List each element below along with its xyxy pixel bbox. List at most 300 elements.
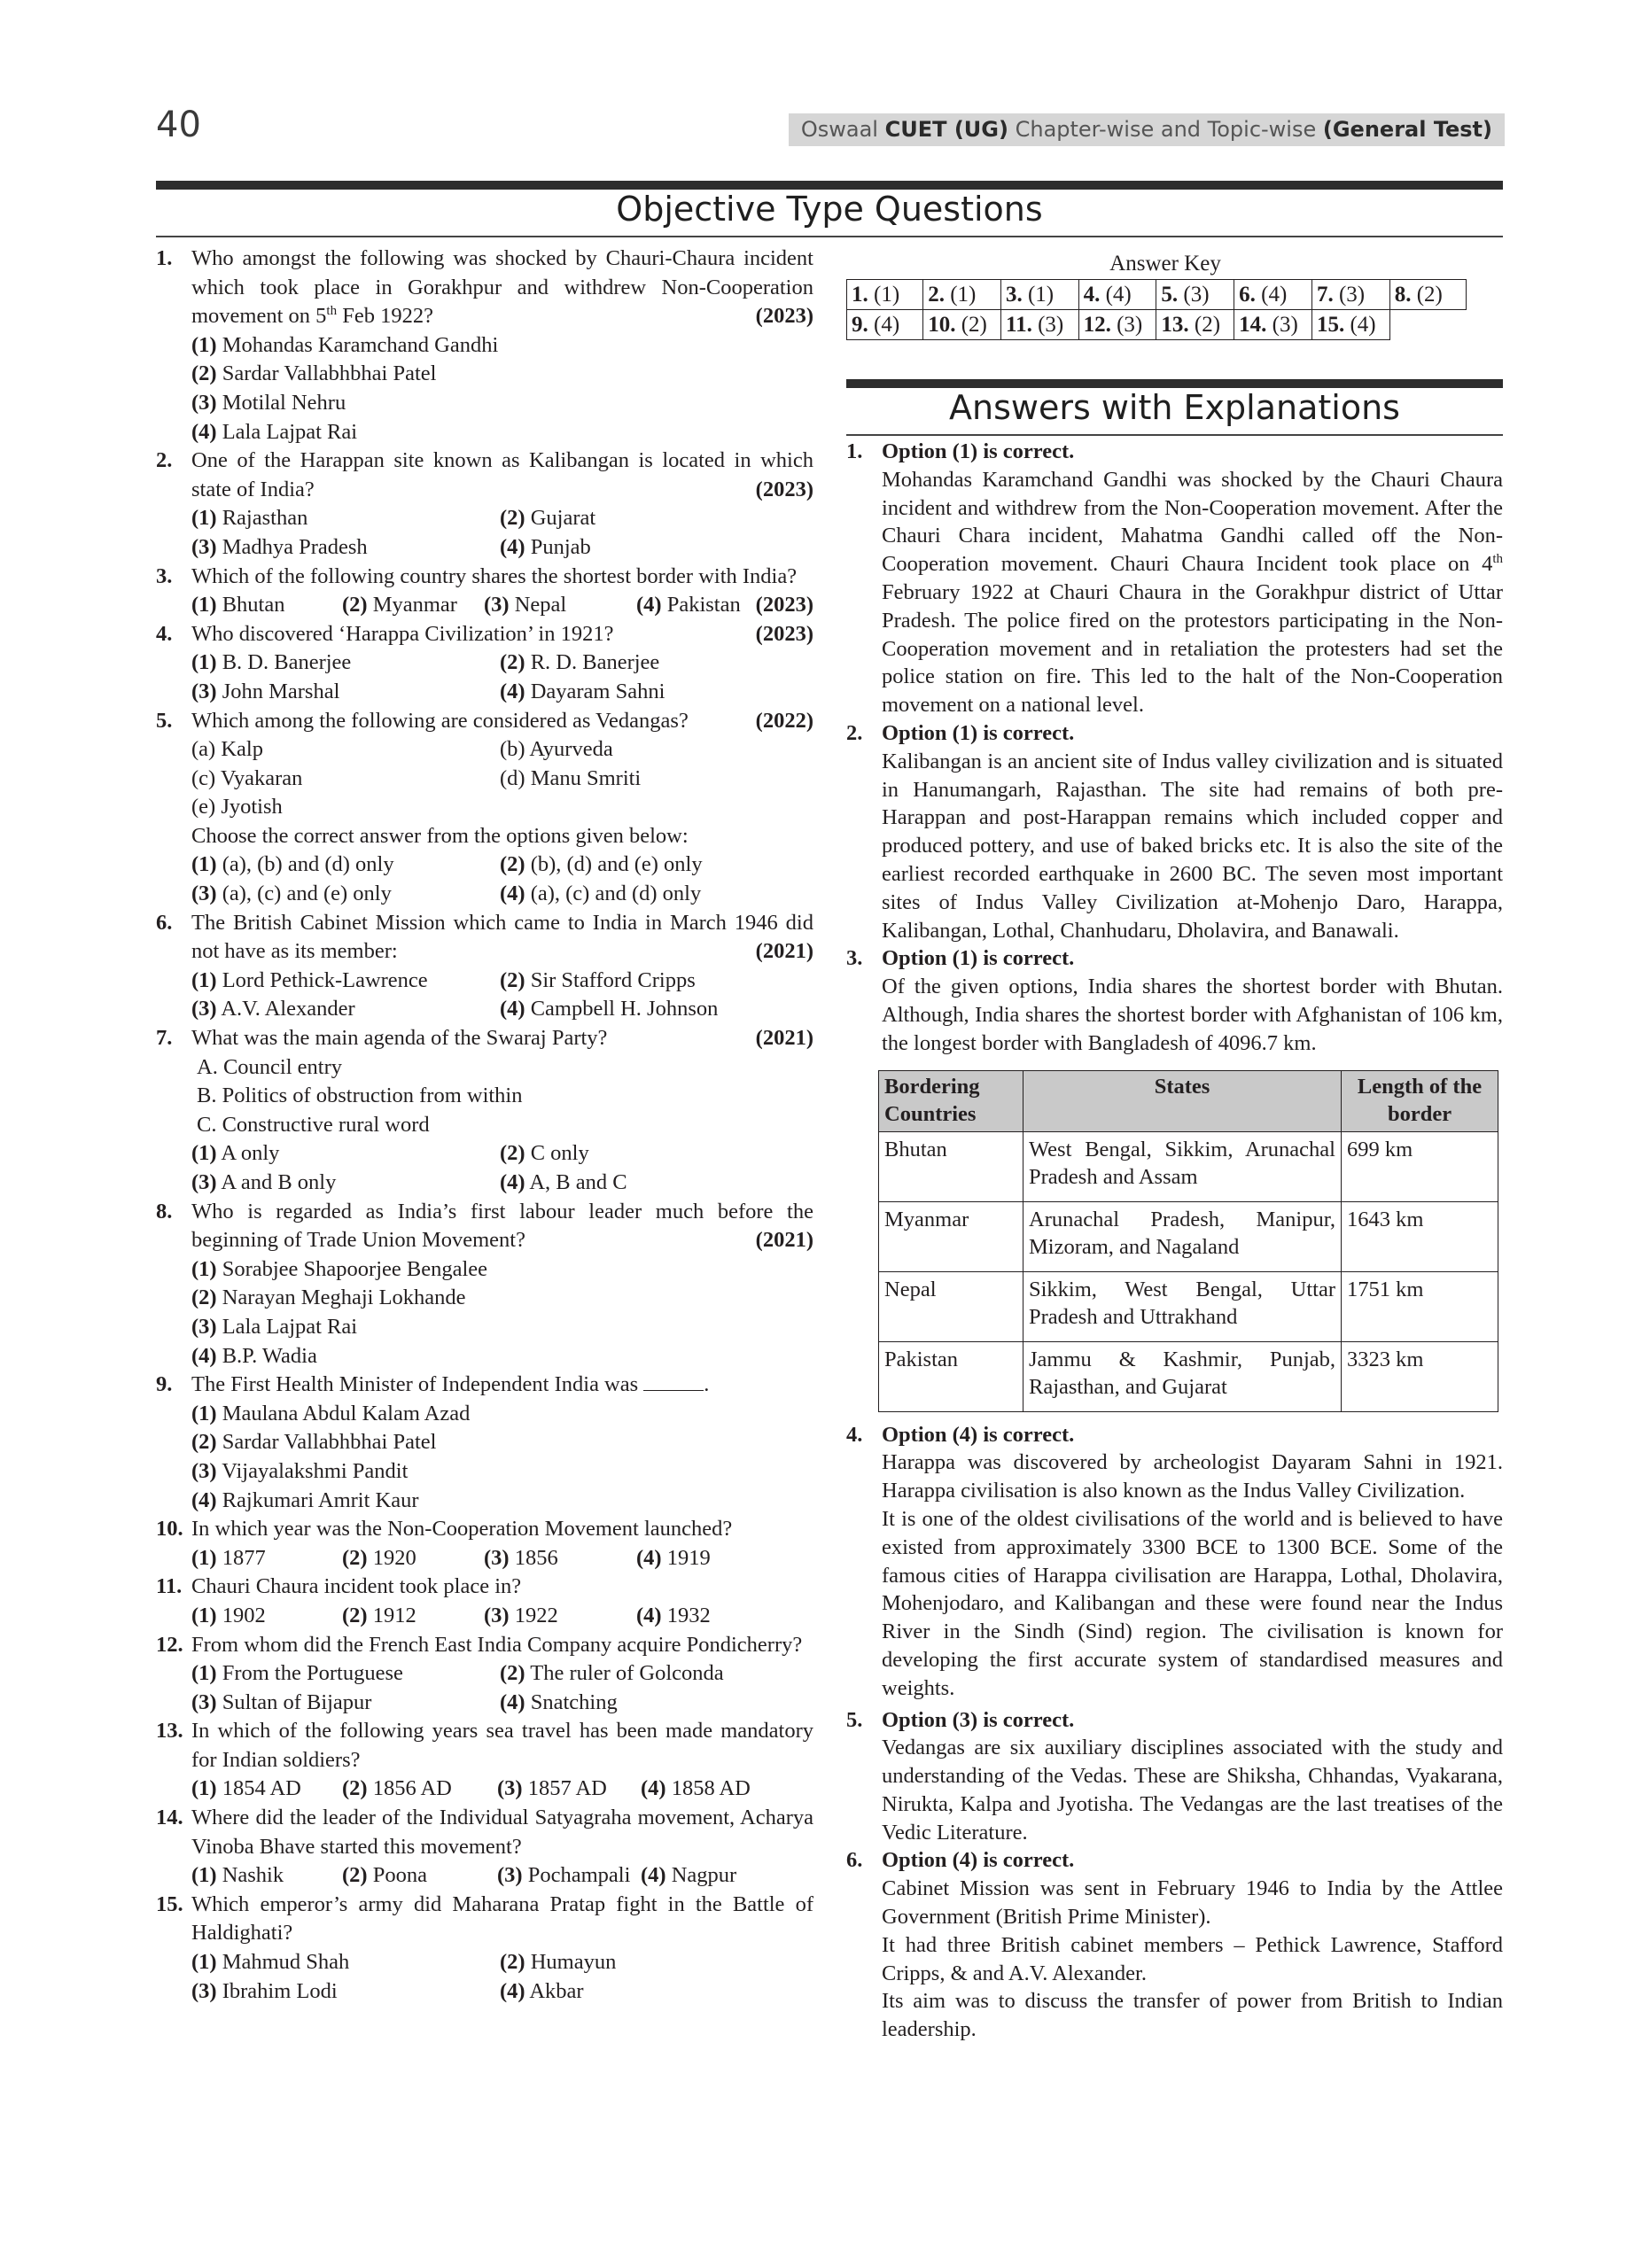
option-key: (2) <box>500 852 525 877</box>
table-cell-country: Myanmar <box>879 1201 1023 1271</box>
question-text-part: Chauri Chaura incident took place in? <box>191 1574 522 1599</box>
answer-key-cell <box>1234 310 1312 340</box>
question-1 <box>156 245 813 447</box>
option <box>342 1544 484 1573</box>
question-year: (2021) <box>755 1026 813 1051</box>
question-text-part: Where did the leader of the Individual Satyagraha movement, Acharya Vinoba Bhave started this movement? <box>191 1806 813 1859</box>
answer-key-cell <box>1389 280 1466 310</box>
answer-key-answer: (3) <box>1338 282 1366 307</box>
option <box>191 360 813 389</box>
option-text: A only <box>221 1141 280 1166</box>
option <box>500 533 813 563</box>
answer-key-cell <box>1000 280 1078 310</box>
border-table <box>878 1070 1498 1412</box>
option <box>641 1775 813 1804</box>
answer-key-cell <box>1156 310 1234 340</box>
option-text: Bhutan <box>222 593 285 617</box>
option-key: (2) <box>191 1430 217 1455</box>
question-2 <box>156 447 813 562</box>
answer-key-answer: (3) <box>1183 282 1210 307</box>
option <box>191 1861 342 1891</box>
option-text: From the Portuguese <box>222 1661 403 1686</box>
table-row <box>879 1131 1498 1201</box>
answer-key-row <box>847 310 1467 340</box>
option-key: (4) <box>641 1776 666 1801</box>
question-text-part: Which emperor’s army did Maharana Pratap fight in the Battle of Haldighati? <box>191 1891 813 1946</box>
option <box>191 1775 342 1804</box>
question-year: (2023) <box>755 304 813 329</box>
question-14 <box>156 1804 813 1891</box>
option-text: Lala Lajpat Rai <box>222 1314 358 1339</box>
option <box>191 1659 500 1689</box>
explanation-text: Cabinet Mission was sent in February 1946 to India by the Attlee Government (British Prime Minister). <box>882 1876 1503 1930</box>
question-number: 7. <box>156 1026 173 1051</box>
question-text <box>191 1891 813 1948</box>
question-9 <box>156 1371 813 1515</box>
option-key: (3) <box>497 1863 523 1888</box>
option-text: 1856 AD <box>372 1776 452 1801</box>
table-cell-length: 1643 km <box>1342 1201 1498 1271</box>
question-year: (2023) <box>755 621 813 646</box>
explanation-5 <box>846 1706 1503 1847</box>
answer-key-qnum: 1. <box>852 282 868 307</box>
question-11 <box>156 1573 813 1630</box>
answer-key-qnum: 14. <box>1239 312 1267 337</box>
question-6 <box>156 909 813 1024</box>
option-text: C only <box>530 1141 589 1166</box>
option <box>500 1169 813 1198</box>
option <box>191 504 500 533</box>
option-text: Lord Pethick-Lawrence <box>222 967 428 992</box>
header-brand: Oswaal <box>800 117 878 142</box>
explanation-heading: Option (4) is correct. <box>882 1848 1075 1873</box>
question-year: (2023) <box>755 593 813 617</box>
question-number: 11. <box>156 1574 183 1599</box>
option-key: (1) <box>191 1603 217 1627</box>
option <box>342 1861 497 1891</box>
option-key: (4) <box>500 1689 525 1714</box>
option <box>497 1775 641 1804</box>
option-text: 1877 <box>222 1545 266 1570</box>
answer-key-title: Answer Key <box>1109 252 1221 276</box>
answer-key-qnum: 2. <box>928 282 945 307</box>
answer-key-cell <box>1156 280 1234 310</box>
section-underline <box>156 236 1503 237</box>
option <box>191 1544 342 1573</box>
answer-key-qnum: 7. <box>1316 282 1334 307</box>
option-key: (3) <box>191 534 217 559</box>
option <box>500 967 813 996</box>
questions-column <box>156 245 813 2006</box>
answer-key-qnum: 15. <box>1316 312 1345 337</box>
question-text <box>191 1024 813 1053</box>
table-cell-length: 3323 km <box>1342 1341 1498 1411</box>
answer-key-cell <box>1078 280 1156 310</box>
option-text: Gujarat <box>530 506 596 531</box>
option-text: (a), (b) and (d) only <box>222 852 394 877</box>
option-key: (1) <box>191 332 217 357</box>
option <box>636 1544 813 1573</box>
question-8 <box>156 1198 813 1371</box>
question-text-part: Which of the following country shares the shortest border with India? <box>191 563 798 588</box>
answer-key-qnum: 10. <box>928 312 956 337</box>
option-key: (1) <box>191 852 217 877</box>
question-number: 14. <box>156 1806 183 1830</box>
table-cell-length: 1751 km <box>1342 1271 1498 1341</box>
table-cell-states: Arunachal Pradesh, Manipur, Mizoram, and Nagaland <box>1023 1201 1342 1271</box>
option-text: Sardar Vallabhbhai Patel <box>222 1430 437 1455</box>
option-text: B. D. Banerjee <box>222 650 352 675</box>
option <box>191 591 342 620</box>
option-key: (3) <box>191 1458 217 1483</box>
explanation-number: 4. <box>846 1422 863 1447</box>
option-text: Campbell H. Johnson <box>530 997 719 1021</box>
answer-key-cell <box>1311 280 1389 310</box>
table-row <box>879 1271 1498 1341</box>
option-key: (3) <box>191 1170 217 1194</box>
option-key: (4) <box>641 1863 666 1888</box>
header-middle: Chapter-wise and Topic-wise <box>1015 117 1317 142</box>
table-header: Length of the border <box>1342 1070 1498 1131</box>
answer-key-answer: (4) <box>874 312 900 337</box>
question-number: 4. <box>156 621 173 646</box>
question-text-part: Which among the following are considered as Vedangas? <box>191 708 689 733</box>
explanation-6 <box>846 1846 1503 2044</box>
option-key: (1) <box>191 1776 217 1801</box>
option <box>191 1977 500 2007</box>
option-key: (2) <box>500 1950 525 1975</box>
option-key: (1) <box>191 1256 217 1281</box>
question-text-part: What was the main agenda of the Swaraj Party? <box>191 1026 608 1051</box>
option-key: (4) <box>500 1978 525 2003</box>
answer-key-answer: (3) <box>1117 312 1143 337</box>
answer-key-qnum: 11. <box>1005 312 1032 337</box>
table-cell-length: 699 km <box>1342 1131 1498 1201</box>
option-text: John Marshal <box>222 679 340 703</box>
explanation-text: Kalibangan is an ancient site of Indus valley civilization and is situated in Hanumangarh, Rajasthan. The site had remains of both pre-Harappan and post-Harappan remains which included copper and produced pottery, and use of baked bricks etc. It is also the site of the earliest recorded earthquake in 2600 BC. The seven most important sites of Indus Valley Civilization at-Mohenjo Daro, Harappa, Kalibangan, Lothal, Chanhudaru, Dholavira, and Banawali. <box>882 749 1503 943</box>
question-text <box>191 1631 813 1660</box>
page-number: 40 <box>156 105 201 145</box>
option-text: 1920 <box>372 1545 416 1570</box>
option-text: Nashik <box>222 1863 284 1888</box>
option-key: (1) <box>191 650 217 675</box>
option <box>191 418 813 447</box>
explanation-heading: Option (4) is correct. <box>882 1422 1075 1447</box>
option-text: R. D. Banerjee <box>530 650 660 675</box>
option-text: (a), (c) and (d) only <box>530 882 702 906</box>
option <box>191 1342 813 1371</box>
question-year: (2023) <box>755 477 813 501</box>
option-text: Sardar Vallabhbhai Patel <box>222 361 437 386</box>
option <box>342 591 484 620</box>
question-text: The First Health Minister of Independent India was . <box>191 1372 710 1397</box>
table-row <box>879 1341 1498 1411</box>
option-text: Sorabjee Shapoorjee Bengalee <box>222 1256 488 1281</box>
question-text <box>191 447 813 504</box>
answer-key-answer: (4) <box>1105 282 1132 307</box>
explanation-text: It is one of the oldest civilisations of the world and is believed to have existed from approximately 3300 BCE to 1300 BCE. Some of the famous cities of Harappa civilisation are Harappa, Lothal, Dholavira, Mohenjodaro, and Kalibangan and these were found near the Indus River in the Sindh (Sind) region. The civilisation is known for developing the first accurate system of standardised measures and weights. <box>882 1506 1503 1700</box>
option-text: Sir Stafford Cripps <box>530 967 696 992</box>
option-text: Punjab <box>530 534 591 559</box>
question-number: 12. <box>156 1632 183 1657</box>
option-key: (1) <box>191 1950 217 1975</box>
option-text: (b), (d) and (e) only <box>530 852 703 877</box>
question-text <box>191 1515 813 1544</box>
option <box>636 591 749 620</box>
option-key: (3) <box>191 1689 217 1714</box>
option-text: 1902 <box>222 1603 266 1627</box>
option <box>191 1313 813 1342</box>
table-cell-states: Jammu & Kashmir, Punjab, Rajasthan, and Gujarat <box>1023 1341 1342 1411</box>
option-text: 1932 <box>666 1603 711 1627</box>
option-key: (3) <box>191 679 217 703</box>
option <box>191 995 500 1024</box>
question-text-part: Who discovered ‘Harappa Civilization’ in 1921? <box>191 621 614 646</box>
option-key: (4) <box>191 419 217 444</box>
question-text-part: Who amongst the following was shocked by Chauri-Chaura incident which took place in Gorakhpur and withdrew Non-Cooperation movement on 5 <box>191 246 813 329</box>
answer-key-cell <box>847 280 923 310</box>
option-key: (2) <box>500 1661 525 1686</box>
option-text: Madhya Pradesh <box>222 534 368 559</box>
option <box>191 1139 500 1169</box>
table-cell-country: Nepal <box>879 1271 1023 1341</box>
question-number: 3. <box>156 563 173 588</box>
option-text: Vijayalakshmi Pandit <box>222 1458 409 1483</box>
option-text: 1922 <box>514 1603 558 1627</box>
question-number: 15. <box>156 1891 183 1916</box>
option-key: (1) <box>191 1863 217 1888</box>
option <box>191 1400 813 1429</box>
question-text-part: From whom did the French East India Company acquire Pondicherry? <box>191 1632 803 1657</box>
explanation-number: 2. <box>846 720 863 745</box>
explanation-4 <box>846 1421 1503 1703</box>
option-text: Narayan Meghaji Lokhande <box>222 1285 466 1310</box>
option <box>191 967 500 996</box>
superscript: th <box>1492 552 1503 567</box>
option <box>191 1255 813 1285</box>
question-text <box>191 909 813 967</box>
question-text-part: In which year was the Non-Cooperation Movement launched? <box>191 1517 733 1542</box>
option-key: (1) <box>191 967 217 992</box>
answer-key-answer: (4) <box>1261 282 1288 307</box>
option-text: Sultan of Bijapur <box>222 1689 372 1714</box>
explanation-1 <box>846 438 1503 719</box>
explanation-text: Its aim was to discuss the transfer of power from British to Indian leadership. <box>882 1989 1503 2042</box>
option-key: (4) <box>636 593 662 617</box>
question-text-part: In which of the following years sea travel has been made mandatory for Indian soldiers? <box>191 1719 813 1772</box>
explanation-3 <box>846 944 1503 1057</box>
table-header: Bordering Countries <box>879 1070 1023 1131</box>
option-key: (1) <box>191 506 217 531</box>
answer-key-answer: (2) <box>961 312 987 337</box>
option-text: Myanmar <box>372 593 457 617</box>
option-key: (4) <box>191 1343 217 1368</box>
explanation-number: 6. <box>846 1848 863 1873</box>
option-key: (4) <box>500 997 525 1021</box>
answer-key-qnum: 4. <box>1083 282 1101 307</box>
option-key: (2) <box>500 967 525 992</box>
question-text <box>191 707 813 736</box>
question-text-part: The British Cabinet Mission which came to India in March 1946 did not have as its member: <box>191 910 813 964</box>
option-key: (2) <box>500 1141 525 1166</box>
answer-key-cell <box>1311 310 1389 340</box>
answer-key-cell <box>1000 310 1078 340</box>
option-key: (1) <box>191 1661 217 1686</box>
question-number: 13. <box>156 1719 183 1744</box>
option-text: Pakistan <box>666 593 741 617</box>
explanation-number: 5. <box>846 1707 863 1732</box>
option <box>500 1659 813 1689</box>
option-text: Dayaram Sahni <box>530 679 665 703</box>
question-number: 2. <box>156 448 173 473</box>
question-text <box>191 1804 813 1861</box>
option <box>191 389 813 418</box>
option-text: B.P. Wadia <box>222 1343 317 1368</box>
option-key: (4) <box>500 534 525 559</box>
option-key: (2) <box>191 1285 217 1310</box>
answer-key-answer: (4) <box>1350 312 1376 337</box>
option <box>191 880 500 909</box>
question-4 <box>156 620 813 707</box>
statement-item: B. Politics of obstruction from within <box>197 1084 523 1108</box>
option-text: 1856 <box>514 1545 558 1570</box>
option-key: (1) <box>191 1401 217 1425</box>
question-10 <box>156 1515 813 1573</box>
option-key: (1) <box>191 593 217 617</box>
explanation-heading: Option (1) is correct. <box>882 439 1075 463</box>
option <box>484 1602 636 1631</box>
option-text: 1858 AD <box>671 1776 751 1801</box>
question-number: 10. <box>156 1517 183 1542</box>
option-text: Mohandas Karamchand Gandhi <box>222 332 499 357</box>
option-text: Nepal <box>514 593 567 617</box>
running-header <box>789 113 1505 146</box>
option <box>484 591 636 620</box>
option-text: Rajkumari Amrit Kaur <box>222 1487 419 1512</box>
answer-key <box>846 251 1467 340</box>
option-text: Rajasthan <box>222 506 308 531</box>
option <box>191 1428 813 1457</box>
option-text: Nagpur <box>671 1863 737 1888</box>
option-key: (3) <box>191 390 217 415</box>
section-rule <box>846 379 1503 388</box>
answer-key-cell <box>1234 280 1312 310</box>
option <box>191 1689 500 1718</box>
explanations-column <box>846 438 1503 2044</box>
option-key: (3) <box>191 1978 217 2003</box>
option-text: 1854 AD <box>222 1776 301 1801</box>
explanation-text: Vedangas are six auxiliary disciplines associated with the study and understanding of the Vedas. These are Shiksha, Chhandas, Vyakarana, Nirukta, Kalpa and Jyotisha. The Vedangas are the last treatises of the Vedic Literature. <box>882 1736 1503 1845</box>
option-key: (4) <box>636 1603 662 1627</box>
option <box>500 1689 813 1718</box>
question-text <box>191 245 813 331</box>
explanation-number: 1. <box>846 439 863 463</box>
question-5 <box>156 707 813 909</box>
explanation-text <box>882 466 1503 719</box>
question-15 <box>156 1891 813 2006</box>
statement-item: (c) Vyakaran <box>191 765 303 790</box>
answer-key-cell <box>1078 310 1156 340</box>
answer-key-qnum: 8. <box>1394 282 1412 307</box>
statement-item: C. Constructive rural word <box>197 1112 430 1137</box>
option <box>500 1139 813 1169</box>
option <box>342 1775 497 1804</box>
table-header: States <box>1023 1070 1342 1131</box>
option-text: The ruler of Golconda <box>530 1661 724 1686</box>
question-year: (2022) <box>755 708 813 733</box>
option-text: Snatching <box>530 1689 618 1714</box>
statement-item: (a) Kalp <box>191 737 263 762</box>
option-key: (2) <box>342 1863 368 1888</box>
option <box>191 1602 342 1631</box>
answer-key-answer: (3) <box>1272 312 1298 337</box>
option <box>191 1948 500 1977</box>
option-key: (4) <box>500 1170 525 1194</box>
answer-key-answer: (1) <box>874 282 900 307</box>
question-3 <box>156 563 813 620</box>
answer-key-qnum: 9. <box>852 312 868 337</box>
question-text <box>191 1573 813 1602</box>
question-year: (2021) <box>755 939 813 964</box>
fill-in-blank <box>643 1372 704 1391</box>
header-subject: (General Test) <box>1322 117 1492 142</box>
section-underline <box>846 434 1503 436</box>
explanation-text-part: February 1922 at Chauri Chaura in the Gorakhpur district of Uttar Pradesh. The police fired on the protestors participating in the Non-Cooperation movement and in retaliation the protesters had set the police station on fire. This led to the halt of the Non-Cooperation movement on a national level. <box>882 579 1503 718</box>
option-text: 1912 <box>372 1603 416 1627</box>
question-7 <box>156 1024 813 1198</box>
option <box>191 1169 500 1198</box>
answer-key-cell <box>847 310 923 340</box>
option-key: (3) <box>497 1776 523 1801</box>
explanation-text-part: Mohandas Karamchand Gandhi was shocked by the Chauri Chaura incident and withdrew from the Non-Cooperation movement. After the Chauri Chara incident, Mahatma Gandhi called off the Non-Cooperation movement. Chauri Chaura Incident took place on 4 <box>882 467 1503 577</box>
option <box>500 649 813 678</box>
question-text-part: Feb 1922? <box>337 304 433 329</box>
question-number: 6. <box>156 910 173 935</box>
answer-key-row <box>847 280 1467 310</box>
option-text: Pochampali <box>527 1863 631 1888</box>
option-text: Maulana Abdul Kalam Azad <box>222 1401 471 1425</box>
option-key: (4) <box>500 882 525 906</box>
option-key: (3) <box>484 1603 510 1627</box>
question-text-part: One of the Harappan site known as Kalibangan is located in which state of India? <box>191 448 813 501</box>
section-rule <box>156 181 1503 190</box>
table-header-row <box>879 1070 1498 1131</box>
option-text: 1857 AD <box>527 1776 607 1801</box>
explanation-text: It had three British cabinet members – Pethick Lawrence, Stafford Cripps, & and A.V. Alexander. <box>882 1932 1503 1985</box>
explanation-heading: Option (1) is correct. <box>882 946 1075 971</box>
option-text: Humayun <box>530 1950 617 1975</box>
question-text <box>191 1198 813 1255</box>
option-key: (1) <box>191 1141 217 1166</box>
question-year: (2021) <box>755 1228 813 1253</box>
option <box>500 880 813 909</box>
question-instruction: Choose the correct answer from the options given below: <box>191 823 689 848</box>
question-number: 8. <box>156 1199 173 1223</box>
answer-key-cell <box>923 280 1001 310</box>
option <box>484 1544 636 1573</box>
answer-key-answer: (2) <box>1416 282 1443 307</box>
option-text: 1919 <box>666 1545 711 1570</box>
table-row <box>879 1201 1498 1271</box>
answer-key-table <box>846 279 1467 340</box>
question-number: 1. <box>156 246 173 270</box>
option-text: Lala Lajpat Rai <box>222 419 358 444</box>
question-text-part: Who is regarded as India’s first labour leader much before the beginning of Trade Union Movement? <box>191 1199 813 1253</box>
answer-key-qnum: 13. <box>1161 312 1189 337</box>
option <box>500 995 813 1024</box>
answer-key-qnum: 5. <box>1161 282 1179 307</box>
statement-item: (b) Ayurveda <box>500 737 613 762</box>
